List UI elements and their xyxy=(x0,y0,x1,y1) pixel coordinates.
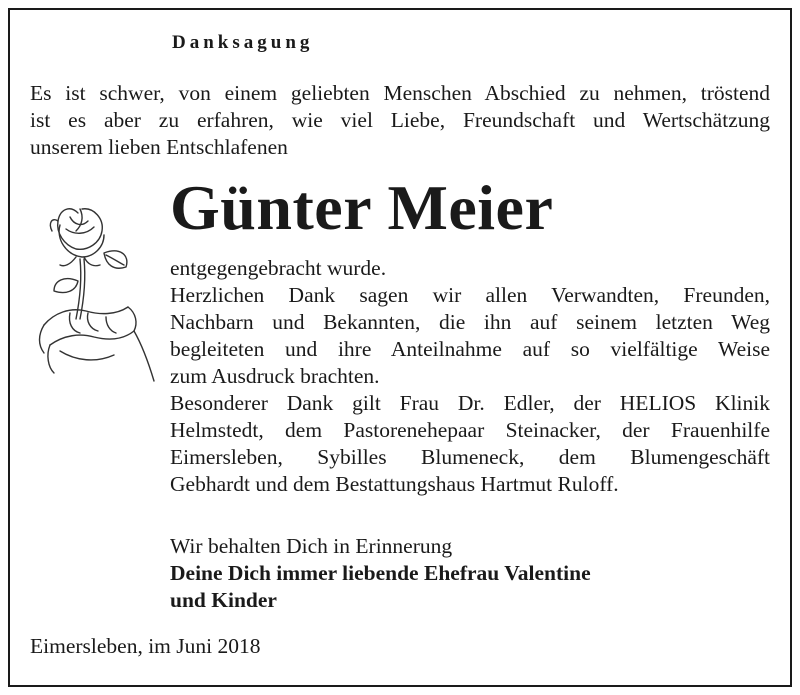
body-line: begleiteten und ihre Anteilnahme auf so vielfältige Weise xyxy=(170,337,770,361)
signature-line: Deine Dich immer liebende Ehefrau Valentine xyxy=(170,561,591,585)
thanks-paragraph xyxy=(170,255,770,498)
body-line: entgegengebracht wurde. xyxy=(170,256,387,280)
body-line: Herzlichen Dank sagen wir allen Verwandten, Freunden, xyxy=(170,283,770,307)
intro-line: unserem lieben Entschlafenen xyxy=(30,135,288,159)
body-line: Eimersleben, Sybilles Blumeneck, dem Blumengeschäft xyxy=(170,445,770,469)
remembrance-line: Wir behalten Dich in Erinnerung xyxy=(170,534,453,558)
intro-line: Es ist schwer, von einem geliebten Menschen Abschied zu nehmen, tröstend xyxy=(30,81,770,105)
deceased-name: Günter Meier xyxy=(170,172,554,243)
body-line: Helmstedt, dem Pastorenehepaar Steinacker, der Frauenhilfe xyxy=(170,418,770,442)
intro-line: ist es aber zu erfahren, wie viel Liebe, Freundschaft und Wertschätzung xyxy=(30,108,770,132)
rose-in-hand-icon xyxy=(30,195,160,385)
body-line: zum Ausdruck brachten. xyxy=(170,364,380,388)
closing-block xyxy=(170,533,591,614)
body-line: Nachbarn und Bekannten, die ihn auf seinem letzten Weg xyxy=(170,310,770,334)
signature-line: und Kinder xyxy=(170,588,277,612)
body-line: Besonderer Dank gilt Frau Dr. Edler, der HELIOS Klinik xyxy=(170,391,770,415)
body-line: Gebhardt und dem Bestattungshaus Hartmut Ruloff. xyxy=(170,472,619,496)
place-date: Eimersleben, im Juni 2018 xyxy=(30,634,261,658)
intro-paragraph xyxy=(30,80,770,161)
notice-heading: Danksagung xyxy=(172,32,314,53)
